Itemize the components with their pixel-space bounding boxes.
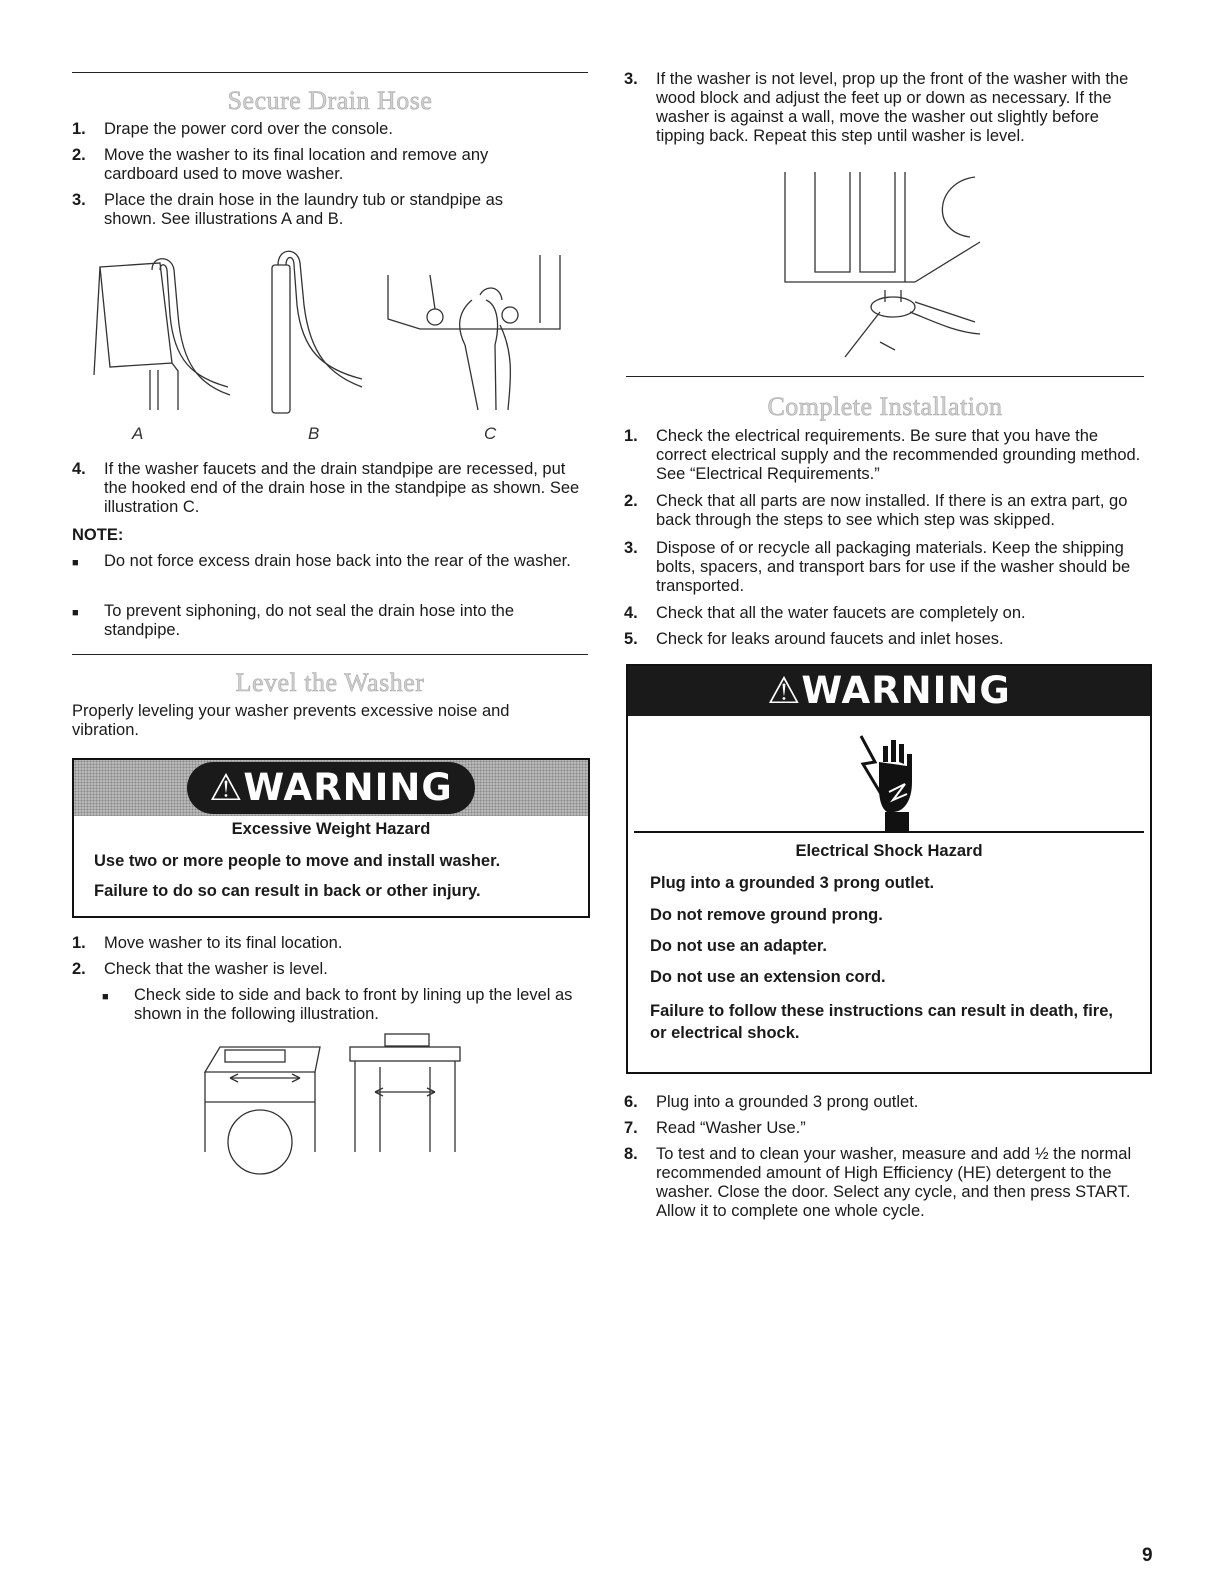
list-item: 3. Dispose of or recycle all packaging materials. Keep the shipping bolts, spacers, and transport bars for use if the washer should be transported. bbox=[624, 539, 1131, 595]
list-item: 7. Read “Washer Use.” bbox=[624, 1119, 806, 1137]
list-item: 1. Move washer to its final location. bbox=[72, 934, 343, 952]
warning-title: ⚠WARNING bbox=[187, 762, 475, 814]
list-item: 3. Place the drain hose in the laundry tub or standpipe as shown. See illustrations A and B. bbox=[72, 191, 504, 228]
warning-band bbox=[628, 666, 1150, 716]
section-divider bbox=[72, 72, 588, 73]
foot-adjust-illustration bbox=[785, 172, 995, 362]
warning-line: Do not use an adapter. bbox=[650, 937, 827, 955]
note-label: NOTE: bbox=[72, 526, 124, 544]
section-divider bbox=[626, 376, 1144, 377]
warning-title: ⚠WARNING bbox=[767, 669, 1011, 712]
warning-divider bbox=[634, 831, 1144, 833]
heading-complete-installation: Complete Installation bbox=[767, 392, 1003, 421]
warning-hazard: Excessive Weight Hazard bbox=[231, 820, 431, 838]
warning-band bbox=[74, 760, 588, 816]
figure-label-b: B bbox=[308, 424, 320, 443]
figure-label-a: A bbox=[132, 424, 144, 443]
heading-level-the-washer: Level the Washer bbox=[235, 668, 425, 697]
warning-line: Failure to follow these instructions can result in death, fire, or electrical shock. bbox=[650, 1002, 1113, 1042]
electric-hand-icon bbox=[853, 732, 923, 832]
section-divider bbox=[72, 654, 588, 655]
warning-hazard: Electrical Shock Hazard bbox=[795, 842, 983, 860]
list-item: ■ To prevent siphoning, do not seal the drain hose into the standpipe. bbox=[72, 602, 515, 639]
warning-line: Use two or more people to move and install washer. bbox=[94, 852, 501, 870]
list-item: 4. Check that all the water faucets are completely on. bbox=[624, 604, 1026, 622]
page-number: 9 bbox=[1142, 1545, 1153, 1566]
list-item: ■ Check side to side and back to front by lining up the level as shown in the following illustration. bbox=[102, 986, 573, 1023]
list-item: 2. Check that all parts are now installed. If there is an extra part, go back through the steps to see which step was skipped. bbox=[624, 492, 1128, 529]
list-item: 3. If the washer is not level, prop up the front of the washer with the wood block and adjust the feet up or down as necessary. If the washer is against a wall, move the washer out slightly before tipping back. Repeat this step until washer is level. bbox=[624, 70, 1129, 145]
list-item: 2. Check that the washer is level. bbox=[72, 960, 328, 978]
figure-label-c: C bbox=[484, 424, 497, 443]
list-item: 2. Move the washer to its final location and remove any cardboard used to move washer. bbox=[72, 146, 489, 183]
heading-secure-drain-hose: Secure Drain Hose bbox=[227, 86, 433, 115]
intro-text: Properly leveling your washer prevents excessive noise and vibration. bbox=[72, 702, 510, 739]
drain-hose-illustration bbox=[100, 245, 570, 415]
warning-line: Plug into a grounded 3 prong outlet. bbox=[650, 874, 935, 892]
warning-line: Do not use an extension cord. bbox=[650, 968, 886, 986]
list-item: ■ Do not force excess drain hose back into the rear of the washer. bbox=[72, 552, 571, 570]
warning-electrical-box bbox=[626, 664, 1152, 1074]
list-item: 5. Check for leaks around faucets and inlet hoses. bbox=[624, 630, 1004, 648]
list-item: 1. Drape the power cord over the console. bbox=[72, 120, 393, 138]
warning-weight-box bbox=[72, 758, 590, 918]
list-item: 4. If the washer faucets and the drain standpipe are recessed, put the hooked end of the drain hose in the standpipe as shown. See illustration C. bbox=[72, 460, 580, 516]
list-item: 6. Plug into a grounded 3 prong outlet. bbox=[624, 1093, 919, 1111]
warning-line: Failure to do so can result in back or other injury. bbox=[94, 882, 481, 900]
list-item: 1. Check the electrical requirements. Be sure that you have the correct electrical supply and the recommended grounding method. See “Electrical Requirements.” bbox=[624, 427, 1141, 483]
warning-line: Do not remove ground prong. bbox=[650, 906, 883, 924]
list-item: 8. To test and to clean your washer, measure and add ½ the normal recommended amount of High Efficiency (HE) detergent to the washer. Close the door. Select any cycle, and then press START. Allow it to complete one whole cycle. bbox=[624, 1145, 1132, 1220]
level-illustration bbox=[200, 1032, 470, 1152]
